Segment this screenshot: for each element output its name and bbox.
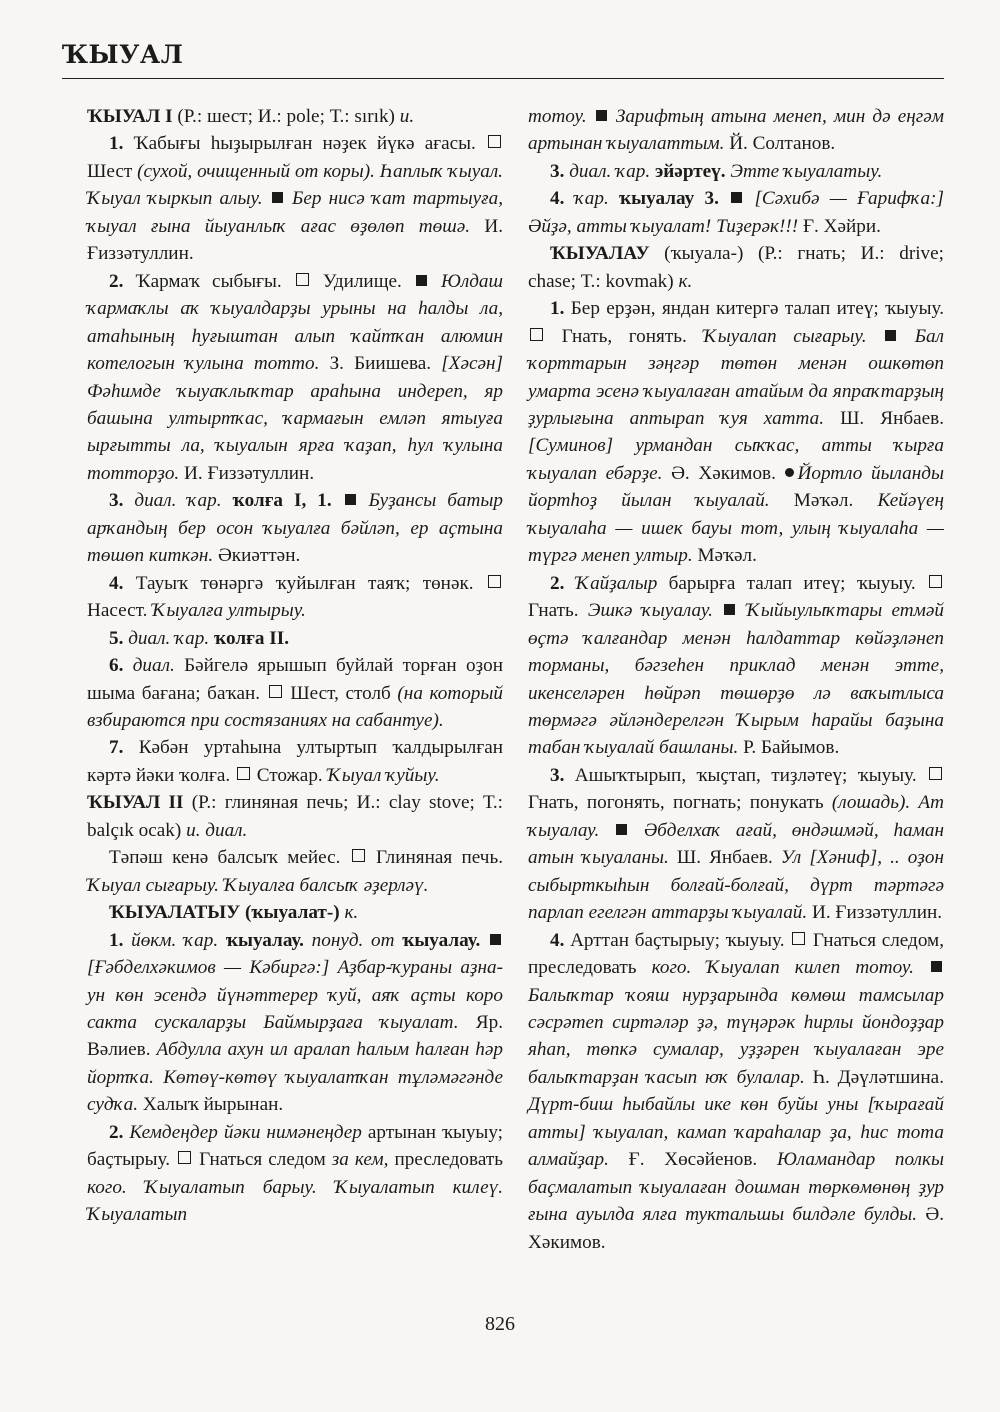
translation-note: (на который взбираются при состязаниях на сабантуе). xyxy=(87,682,503,731)
headword: ҠЫУАЛ I xyxy=(87,106,173,127)
source: Ғ. Хөсәйенов. xyxy=(608,1149,777,1171)
source: Мәҡәл. xyxy=(769,490,878,512)
sense-number: 4. xyxy=(109,572,124,594)
translation: Удилище. xyxy=(310,270,414,292)
translation-marker-icon xyxy=(269,685,282,698)
quotation-marker-icon xyxy=(345,494,356,505)
quotation-marker-icon xyxy=(731,192,742,203)
entry-kyualau xyxy=(528,240,944,295)
translation: Гнать. xyxy=(528,600,588,622)
part-of-speech: к. xyxy=(678,270,693,292)
left-column xyxy=(87,103,503,1229)
sense-number: 1. xyxy=(550,298,565,320)
sense-number: 1. xyxy=(109,929,124,951)
sense-1 xyxy=(87,130,503,267)
label: понуд. от xyxy=(303,929,395,951)
sense-3 xyxy=(528,158,944,185)
sense-number: 5. xyxy=(109,627,124,649)
source: Халыҡ йырынан. xyxy=(138,1094,284,1116)
source: Әкиәттән. xyxy=(213,545,301,567)
translation-marker-icon xyxy=(929,575,942,588)
quotation-marker-icon xyxy=(272,192,283,203)
definition: артынан ҡыуыу; баҫтырыу. xyxy=(87,1121,503,1171)
sense-3 xyxy=(87,487,503,569)
continuation xyxy=(528,103,944,158)
label: диал. ҡар. xyxy=(123,490,222,512)
header-rule xyxy=(62,78,944,79)
source: Й. Солтанов. xyxy=(724,133,836,155)
sense-number: 2. xyxy=(109,270,124,292)
proverb: Кейәүең ҡыуалаһа — ишек бауы тот, улың ҡыуалаһа — түргә менеп ултыр. xyxy=(528,490,945,567)
headword: ҠЫУАЛАУ xyxy=(550,243,650,265)
source: Мәҡәл. xyxy=(692,545,757,567)
sense-1 xyxy=(87,927,503,1119)
part-of-speech: и. диал. xyxy=(186,819,248,841)
running-head: ҠЫУАЛ xyxy=(62,40,184,69)
page-number: 826 xyxy=(485,1313,515,1335)
source: Ғ. Хәйри. xyxy=(798,215,881,237)
label: диал. xyxy=(123,655,175,677)
example: Ҡыуалап сығарыу. xyxy=(703,325,867,347)
translation-marker-icon xyxy=(296,273,309,286)
label: диал. ҡар. xyxy=(564,160,651,182)
definition: Кәбән уртаһына ултыртып ҡалдырылған кәртә йәки ҡолға. xyxy=(87,737,503,786)
sense-2 xyxy=(87,268,503,488)
sense-1 xyxy=(528,295,944,570)
part-of-speech: к. xyxy=(344,902,359,924)
right-column xyxy=(528,103,944,1256)
sense-number: 4. xyxy=(550,188,565,210)
entry-kyualatyu xyxy=(87,899,503,926)
quotation: Дүрт-биш һыбайлы ике көн буйы уны [ҡырағай атты] ҡыуалап, камап ҡараһалар ҙа, һис тота алмайҙар. xyxy=(528,1094,944,1171)
example: тотоу. xyxy=(528,106,587,127)
translation-marker-icon xyxy=(792,932,805,945)
translation: Глиняная печь. xyxy=(366,847,503,869)
example: Ҡыуал ҡуйыу. xyxy=(327,764,440,786)
quotation: Бер нисә ҡат тартыуға, ҡыуал ғына йыуанлыҡ ағас өҙөлөп төшә. xyxy=(87,188,504,237)
label: йөкм. ҡар. xyxy=(123,929,219,951)
quotation-marker-icon xyxy=(616,824,627,835)
source: И. Ғиззәтуллин. xyxy=(87,215,503,265)
sense-number: 3. xyxy=(550,764,565,786)
example: Эшкә ҡыуалау. xyxy=(587,600,713,622)
sense-7 xyxy=(87,734,503,789)
stem: (ҡыуалат-) xyxy=(240,902,345,924)
definition: Ҡармаҡ сыбығы. xyxy=(123,270,294,292)
definition: Тәпәш кенә балсыҡ мейес. xyxy=(109,847,350,869)
example: кого. Ҡыуалатып барыу. Ҡыуалатып килеү. Ҡыуалатып xyxy=(87,1176,503,1226)
translation-marker-icon xyxy=(237,767,250,780)
sense-4 xyxy=(528,185,944,240)
sense-number: 2. xyxy=(109,1121,124,1143)
quotation: Буҙансы батыр арҡандың бер осон ҡыуалға бәйләп, ер аҫтына төшөп киткән. xyxy=(87,490,503,567)
translation: Стожар. xyxy=(251,764,328,786)
quotation: Ул [Хәниф], .. оҙон сыбырткыһын болғай-болғай, дүрт тәртәгә парлап егелгән аттарҙы ҡыуалай. xyxy=(528,847,944,924)
etymology: (Р.: шест; И.: pole; Т.: sırık) xyxy=(172,106,400,127)
translation-marker-icon xyxy=(929,767,942,780)
definition: Ҡабығы һыҙырылған нәҙек йүкә ағасы. xyxy=(123,133,486,155)
translation: Шест, столб xyxy=(283,682,398,704)
entry-kyual-2 xyxy=(87,789,503,844)
sense-number: 6. xyxy=(109,655,124,677)
part-of-speech: и. xyxy=(399,106,415,127)
source: Р. Байымов. xyxy=(738,737,840,759)
sense-number: 4. xyxy=(550,929,565,951)
sense-2 xyxy=(528,570,944,762)
label: Кемдеңдер йәки нимәнеңдер xyxy=(123,1121,362,1143)
definition-paragraph xyxy=(87,844,503,899)
proverb: Йортло йыланды йортһоҙ йылан ҡыуалай. xyxy=(528,462,944,512)
quotation: Юлдаш ҡармаҡлы аҡ ҡыуалдарҙы урыны на һалды ла, атаһының һуғыштан алып ҡайтҡан алюмин котелогын ҡулына тотто. xyxy=(87,270,504,375)
sense-number: 7. xyxy=(109,737,124,759)
quotation-marker-icon xyxy=(490,934,501,945)
definition: Тауыҡ төнәргә ҡуйылған таяҡ; төнәк. xyxy=(123,572,486,594)
quotation-marker-icon xyxy=(931,961,942,972)
source: Яр. Вәлиев. xyxy=(87,1011,503,1061)
example: Этте ҡыуалатыу. xyxy=(725,160,883,182)
example: (лошадь). Ат ҡыуалау. xyxy=(528,792,944,841)
translation: Шест xyxy=(87,160,138,182)
cross-reference: ҡыуалау. xyxy=(218,929,304,951)
sense-number: 2. xyxy=(550,572,565,594)
source: Ш. Янбаев. xyxy=(824,407,944,429)
proverb-marker-icon xyxy=(785,468,794,477)
translation-marker-icon xyxy=(178,1151,191,1164)
sense-3 xyxy=(528,762,944,927)
translation-marker-icon xyxy=(530,328,543,341)
source: З. Биишева. xyxy=(319,353,442,375)
entry-kyual-1 xyxy=(87,103,503,130)
source: Һ. Дәүләтшина. xyxy=(804,1066,944,1088)
quotation: [Хәсән] Фәһимде ҡыуаҡлыҡтар араһына индереп, яр башына ултыртҡас, ҡармағын емләп ятыуға ырғытты ла, ҡыуалын ярға ҡаҙап, һул ҡулына тотторҙо. xyxy=(87,353,504,484)
cross-reference: ҡыуалау 3. xyxy=(608,188,719,210)
translation-note: за кем, xyxy=(331,1149,389,1171)
translation: Гнать, гонять. xyxy=(545,325,704,347)
sense-5 xyxy=(87,625,503,652)
headword: ҠЫУАЛ II xyxy=(87,792,184,814)
sense-number: 1. xyxy=(109,133,124,155)
example: Ҡыуал сығарыу. Ҡыуалға балсыҡ әҙерләү. xyxy=(87,874,429,896)
translation: Гнать, погонять, погнать; понукать xyxy=(528,792,832,814)
translation: преследовать xyxy=(388,1149,503,1171)
source: Ш. Янбаев. xyxy=(668,847,781,869)
sense-number: 3. xyxy=(550,160,565,182)
quotation: [Ғәбделхәкимов — Кәбиргә:] Аҙбар-ҡураны аҙна-ун көн эсендә йүнәттерер ҡуй, аяҡ аҫты коро сакта сускаларҙы Баймырҙаға ҡыуалат. xyxy=(87,957,503,1033)
label: ҡар. xyxy=(564,188,609,210)
quotation: Әбделхаҡ ағай, өндәшмәй, һаман атын ҡыуаланы. xyxy=(528,819,944,869)
definition: барырға талап итеү; ҡыуыу. xyxy=(657,572,927,594)
quotation: Бал ҡорттарын зәңгәр төтөн менән ошкөтөп умарта эсенә ҡыуалаған атайым да япраҡтарҙың ҙурлығына аптырап ҡуя хатта. xyxy=(528,325,944,429)
quotation: [Суминов] урмандан сыҡҡас, атты ҡырға ҡыуалап ебәрҙе. xyxy=(528,435,944,484)
sense-number: 3. xyxy=(109,490,124,512)
definition: Бәйгелә ярышып буйлай торған оҙон шыма бағана; баҡан. xyxy=(87,655,503,704)
etymology: (Р.: глиняная печь; И.: clay stove; Т.: balçık ocak) xyxy=(87,792,503,841)
example: Ҡыуалға ултырыу. xyxy=(152,600,306,622)
label: Ҡайҙалыр xyxy=(564,572,658,594)
cross-reference: ҡолға I, 1. xyxy=(221,490,332,512)
example: (сухой, очищенный от коры). Һаплыҡ ҡыуал. Ҡыуал ҡыркып алыу. xyxy=(87,160,503,210)
translation: Гнаться следом xyxy=(193,1149,332,1171)
definition: Бер ерҙән, яндан китергә талап итеү; ҡыуыу. xyxy=(564,298,944,320)
definition: Арттан баҫтырыу; ҡыуыу. xyxy=(564,929,791,951)
headword: ҠЫУАЛАТЫУ xyxy=(109,902,241,924)
etymology: (ҡыуала-) (Р.: гнать; И.: drive; chase; Т.: kovmak) xyxy=(528,243,944,292)
quotation-marker-icon xyxy=(885,330,896,341)
quotation: Зарифтың атына менеп, мин дә еңгәм артынан ҡыуалаттым. xyxy=(528,106,944,155)
sense-6 xyxy=(87,652,503,734)
cross-reference: ҡыуалау. xyxy=(394,929,481,951)
quotation-marker-icon xyxy=(416,275,427,286)
source: И. Ғиззәтуллин. xyxy=(807,902,943,924)
source: Ә. Хәкимов. xyxy=(528,1204,945,1253)
definition: Ашыҡтырып, ҡыҫтап, тиҙләтеү; ҡыуыу. xyxy=(564,764,927,786)
label: диал. ҡар. xyxy=(123,627,210,649)
example: кого. Ҡыуалап килеп тотоу. xyxy=(651,957,914,979)
quotation: [Сәхибә — Ғарифҡа:] Әйҙә, атты ҡыуалат! Тиҙерәк!!! xyxy=(528,188,945,237)
translation-marker-icon xyxy=(488,575,501,588)
source: И. Ғиззәтуллин. xyxy=(179,462,315,484)
source: Ә. Хәкимов. xyxy=(662,462,785,484)
quotation: Ҡыйыулыҡтары етмәй өҫтә ҡалғандар менән һалдаттар көйәҙләнеп торманы, бәгзеһен приклад менән эттe, икенселәрен һөйрәп төшөрҙө лә ваҡытлыса төрмәгә әйләндерелгән Ҡырым һарайы баҙына табан ҡыуалай башланы. xyxy=(528,600,944,759)
quotation: Юламандар полкы баҫмалатып ҡыуалаған дошман төркөмөнөң ҙур ғына ауылда ялға туктальшы билдәле булды. xyxy=(528,1149,944,1226)
sense-2 xyxy=(87,1119,503,1229)
translation-marker-icon xyxy=(488,135,501,148)
sense-4 xyxy=(87,570,503,625)
quotation-marker-icon xyxy=(724,604,735,615)
translation-marker-icon xyxy=(352,849,365,862)
quotation: Балыҡтар ҡояш нурҙарында көмөш тамсылар сәсрәтеп сиртәләр ҙә, түңәрәк һирлы йондоҙҙар яһап, төпкә сумалар, уҙҙәрен ҡыуалаған эре балыҡтарҙан ҡасып юҡ булалар. xyxy=(528,984,944,1088)
translation: Гнаться следом, преследовать xyxy=(528,929,944,979)
translation: Насест. xyxy=(87,600,153,622)
cross-reference: эйәртеү. xyxy=(650,160,726,182)
quotation-marker-icon xyxy=(596,110,607,121)
quotation: Абдулла ахун ил аралап һалым һалған һәр йортҡа. Көтөү-көтөү ҡыуалатҡан тұләмәгәнде судҡа. xyxy=(87,1039,504,1116)
cross-reference: ҡолға II. xyxy=(209,627,289,649)
sense-4 xyxy=(528,927,944,1256)
